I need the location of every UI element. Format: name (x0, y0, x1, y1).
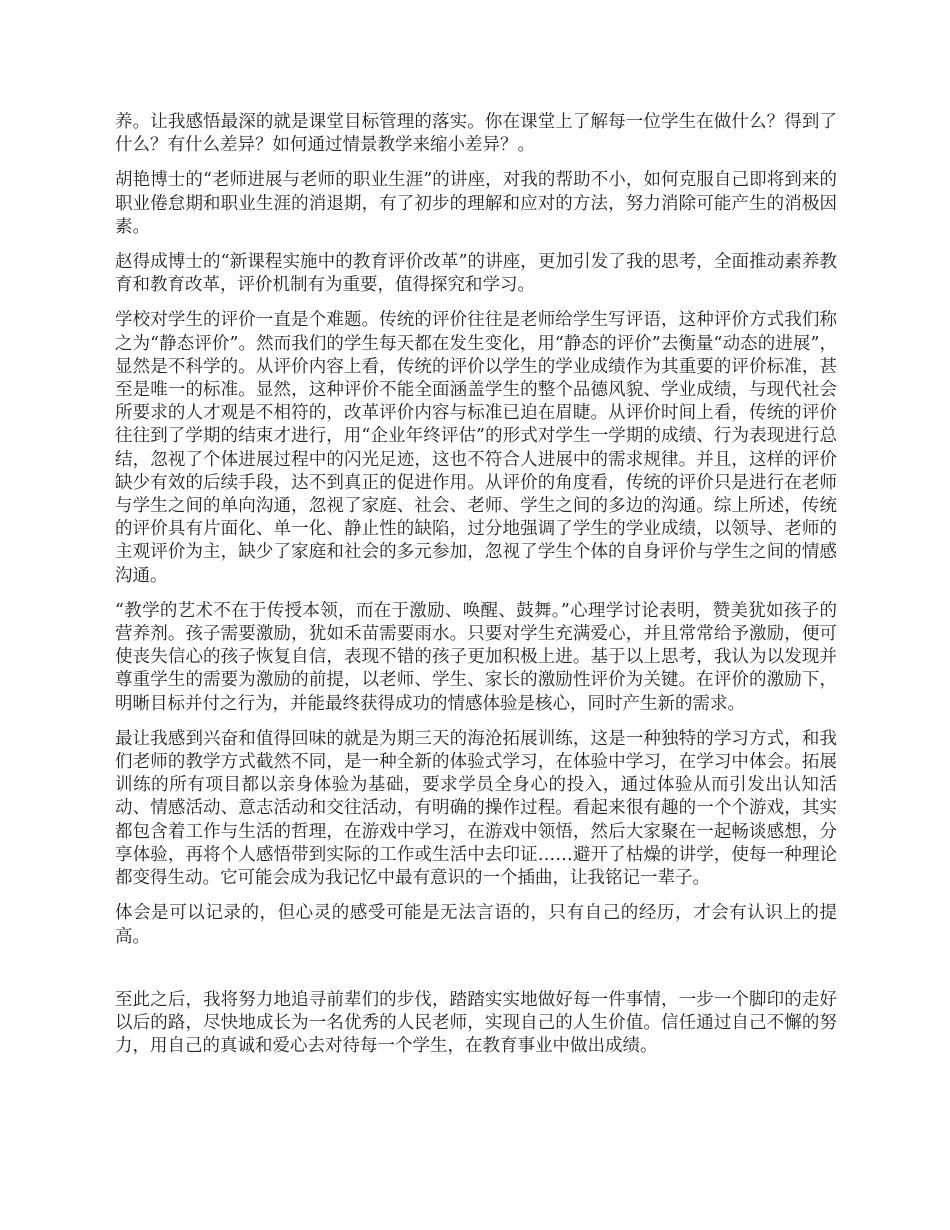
paragraph-classroom-goal-management: 养。让我感悟最深的就是课堂目标管理的落实。你在课堂上了解每一位学生在做什么？得到了什么？有什么差异？如何通过情景教学来缩小差异？。 (115, 112, 837, 156)
paragraph-encouragement: “教学的艺术不在于传授本领，而在于激励、唤醒、鼓舞。”心理学讨论表明，赞美犹如孩子的营养剂。孩子需要激励，犹如禾苗需要雨水。只要对学生充满爱心，并且常常给予激励，便可使丧失信心的孩子恢复自信，表现不错的孩子更加积极上进。基于以上思考，我认为以发现并尊重学生的需要为激励的前提，以老师、学生、家长的激励性评价为关键。在评价的激励下，明晰目标并付之行为，并能最终获得成功的情感体验是核心，同时产生新的需求。 (115, 600, 837, 714)
paragraph-outward-bound-training: 最让我感到兴奋和值得回味的就是为期三天的海沧拓展训练，这是一种独特的学习方式，和我们老师的教学方式截然不同，是一种全新的体验式学习，在体验中学习，在学习中体会。拓展训练的所有项目都以亲身体验为基础，要求学员全身心的投入，通过体验从而引发出认知活动、情感活动、意志活动和交往活动，有明确的操作过程。看起来很有趣的一个个游戏，其实都包含着工作与生活的哲理，在游戏中学习，在游戏中领悟，然后大家聚在一起畅谈感想，分享体验，再将个人感悟带到实际的工作或生活中去印证……避开了枯燥的讲学，使每一种理论都变得生动。它可能会成为我记忆中最有意识的一个插曲，让我铭记一辈子。 (115, 728, 837, 889)
paragraph-reflection: 体会是可以记录的，但心灵的感受可能是无法言语的，只有自己的经历，才会有认识上的提高。 (115, 903, 837, 947)
paragraph-conclusion: 至此之后，我将努力地追寻前辈们的步伐，踏踏实实地做好每一件事情，一步一个脚印的走好以后的路，尽快地成长为一名优秀的人民老师，实现自己的人生价值。信任通过自己不懈的努力，用自己的真诚和爱心去对待每一个学生，在教育事业中做出成绩。 (115, 989, 837, 1057)
paragraph-traditional-evaluation: 学校对学生的评价一直是个难题。传统的评价往往是老师给学生写评语，这种评价方式我们称之为“静态评价”。然而我们的学生每天都在发生变化，用“静态的评价”去衡量“动态的进展”，显然是不科学的。从评价内容上看，传统的评价以学生的学业成绩作为其重要的评价标准，甚至是唯一的标准。显然，这种评价不能全面涵盖学生的整个品德风貌、学业成绩，与现代社会所要求的人才观是不相符的，改革评价内容与标准已迫在眉睫。从评价时间上看，传统的评价往往到了学期的结束才进行，用“企业年终评估”的形式对学生一学期的成绩、行为表现进行总结，忽视了个体进展过程中的闪光足迹，这也不符合人进展中的需求规律。并且，这样的评价缺少有效的后续手段，达不到真正的促进作用。从评价的角度看，传统的评价只是进行在老师与学生之间的单向沟通，忽视了家庭、社会、老师、学生之间的多边的沟通。综上所述，传统的评价具有片面化、单一化、静止性的缺陷，过分地强调了学生的学业成绩，以领导、老师的主观评价为主，缺少了家庭和社会的多元参加，忽视了学生个体的自身评价与学生之间的情感沟通。 (115, 310, 837, 586)
paragraph-career-lecture: 胡艳博士的“老师进展与老师的职业生涯”的讲座，对我的帮助不小，如何克服自己即将到来的职业倦怠期和职业生涯的消退期，有了初步的理解和应对的方法，努力消除可能产生的消极因素。 (115, 170, 837, 237)
document-body (115, 111, 837, 1070)
paragraph-evaluation-reform-lecture: 赵得成博士的“新课程实施中的教育评价改革”的讲座，更加引发了我的思考，全面推动素养教育和教育改革，评价机制有为重要，值得探究和学习。 (115, 252, 837, 296)
